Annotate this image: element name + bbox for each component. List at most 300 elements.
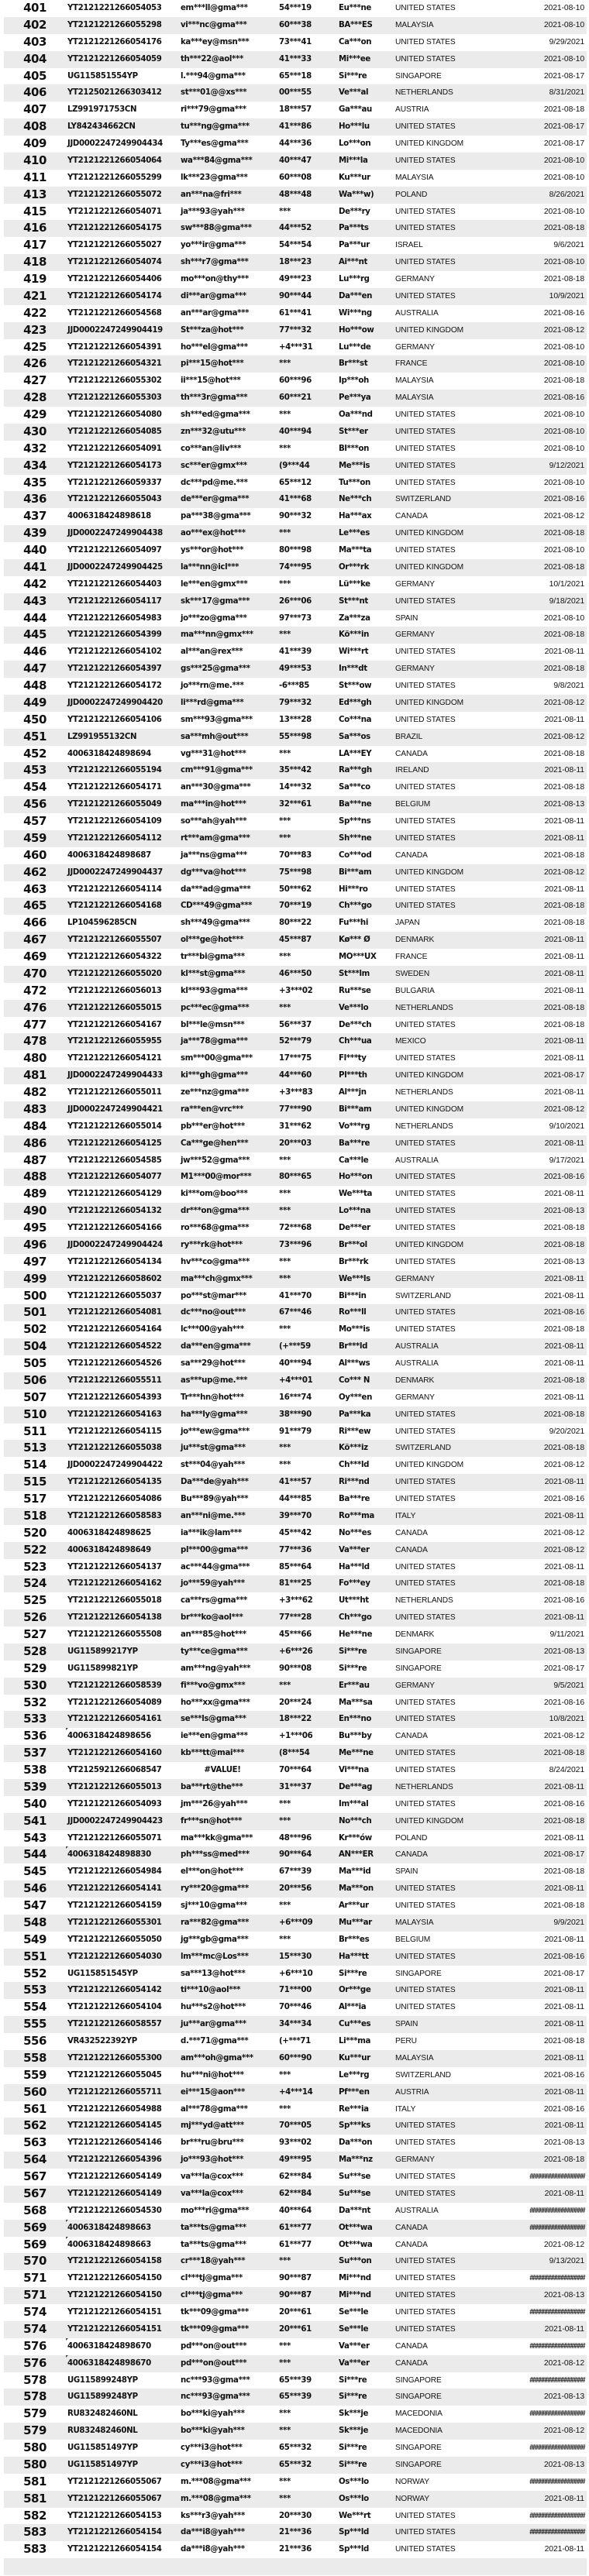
phone-cell[interactable]: 00***55 (279, 88, 312, 98)
tracking-number-cell[interactable]: 4006318424898618 (67, 512, 151, 521)
date-cell[interactable]: 2021-08-18 (543, 1325, 584, 1334)
row-number-cell[interactable]: 511 (23, 1424, 46, 1438)
date-cell[interactable]: 2021-08-18 (543, 2155, 584, 2165)
tracking-number-cell[interactable]: YT2121221266056013 (67, 986, 162, 995)
row-number-cell[interactable]: 515 (23, 1475, 46, 1489)
city-cell[interactable]: LA***EY (339, 749, 372, 758)
email-cell[interactable]: kl***st@gma*** (181, 969, 246, 978)
row-number-cell[interactable]: 525 (23, 1593, 46, 1608)
phone-cell[interactable]: *** (279, 1901, 291, 1910)
row-number-cell[interactable]: 540 (23, 1796, 46, 1811)
table-row[interactable] (4, 2135, 587, 2152)
row-number-cell[interactable]: 574 (23, 2305, 46, 2319)
tracking-number-cell[interactable]: 4006318424898663 (67, 2223, 151, 2232)
table-row[interactable] (4, 339, 587, 356)
row-number-cell[interactable]: 404 (23, 51, 46, 66)
table-row[interactable] (4, 678, 587, 695)
country-cell[interactable]: UNITED STATES (395, 1207, 456, 1216)
country-cell[interactable]: UNITED KINGDOM (395, 325, 464, 335)
email-cell[interactable]: ba***rt@the*** (181, 1782, 243, 1791)
country-cell[interactable]: BULGARIA (395, 986, 435, 995)
city-cell[interactable]: Bu***by (339, 1732, 372, 1741)
phone-cell[interactable]: 40***94 (279, 1359, 312, 1368)
row-number-cell[interactable]: 489 (23, 1187, 46, 1201)
date-cell[interactable]: 2021-08-13 (543, 2392, 584, 2402)
city-cell[interactable]: Mo***is (339, 1325, 370, 1334)
table-row[interactable] (4, 2355, 587, 2372)
date-cell[interactable]: 2021-08-11 (544, 1342, 584, 1352)
date-cell[interactable]: ################# (529, 2409, 584, 2419)
table-row[interactable] (4, 1982, 587, 1999)
date-cell[interactable]: 2021-08-18 (543, 749, 584, 758)
row-number-cell[interactable]: 570 (23, 2254, 46, 2269)
table-row[interactable] (4, 2304, 587, 2321)
row-number-cell[interactable]: 463 (23, 881, 46, 896)
email-cell[interactable]: an***ni@me.*** (181, 1511, 246, 1520)
phone-cell[interactable]: 40***47 (279, 156, 312, 165)
phone-cell[interactable]: -6***85 (279, 682, 310, 690)
row-number-cell[interactable]: 465 (23, 898, 46, 913)
date-cell[interactable]: 2021-08-18 (543, 919, 584, 928)
email-cell[interactable]: tk***09@gma*** (181, 2324, 249, 2334)
row-number-cell[interactable]: 562 (23, 2118, 46, 2133)
tracking-number-cell[interactable]: YT2121221266054150 (67, 2291, 162, 2300)
country-cell[interactable]: SWITZERLAND (395, 495, 451, 504)
row-number-cell[interactable]: 576 (23, 2355, 46, 2370)
row-number-cell[interactable]: 481 (23, 1068, 46, 1083)
country-cell[interactable]: CANADA (395, 512, 428, 521)
country-cell[interactable]: UNITED STATES (395, 2545, 456, 2554)
date-cell[interactable]: 2021-08-13 (543, 1257, 584, 1266)
phone-cell[interactable]: *** (279, 410, 291, 419)
tracking-number-cell[interactable]: YT2121221266055067 (67, 2477, 162, 2486)
row-number-cell[interactable]: 442 (23, 576, 46, 591)
city-cell[interactable]: Ro***ma (339, 1511, 374, 1520)
email-cell[interactable]: am***oh@gma*** (181, 2053, 253, 2063)
row-number-cell[interactable]: 451 (23, 729, 46, 744)
city-cell[interactable]: Si***re (339, 2392, 367, 2402)
row-number-cell[interactable]: 417 (23, 238, 46, 252)
tracking-number-cell[interactable]: YT2121221266054585 (67, 1156, 162, 1165)
table-row[interactable] (4, 1220, 587, 1237)
phone-cell[interactable]: 20***61 (279, 2324, 312, 2334)
date-cell[interactable]: 2021-08-18 (543, 902, 584, 911)
table-row[interactable] (4, 1932, 587, 1949)
city-cell[interactable]: Mi***nd (339, 2274, 371, 2283)
email-cell[interactable]: tr***bi@gma*** (181, 953, 245, 961)
phone-cell[interactable]: 49***23 (279, 275, 312, 283)
row-number-cell[interactable]: 427 (23, 373, 46, 388)
country-cell[interactable]: CANADA (395, 2223, 428, 2232)
tracking-number-cell[interactable]: YT2121221266054153 (67, 2511, 162, 2520)
date-cell[interactable]: 2021-08-10 (543, 359, 584, 369)
row-number-cell[interactable]: 507 (23, 1389, 46, 1404)
date-cell[interactable]: 2021-08-11 (544, 1054, 584, 1063)
date-cell[interactable]: 2021-08-11 (544, 817, 584, 826)
date-cell[interactable]: 2021-08-12 (543, 1104, 584, 1114)
country-cell[interactable]: UNITED STATES (395, 444, 456, 453)
row-number-cell[interactable]: 450 (23, 712, 46, 726)
email-cell[interactable]: lc***00@yah*** (181, 1325, 244, 1334)
email-cell[interactable]: ho***xx@gma*** (181, 1698, 250, 1707)
date-cell[interactable]: 2021-08-11 (544, 1190, 584, 1199)
table-row[interactable] (4, 441, 587, 458)
city-cell[interactable]: Ar***ur (339, 1901, 369, 1910)
date-cell[interactable]: 2021-08-16 (543, 1952, 584, 1961)
phone-cell[interactable]: 65***39 (279, 2375, 312, 2385)
date-cell[interactable]: 2021-08-10 (543, 478, 584, 487)
email-cell[interactable]: dc***pd@me.*** (181, 478, 248, 487)
phone-cell[interactable]: *** (279, 2341, 291, 2351)
tracking-number-cell[interactable]: YT2121221266054160 (67, 1749, 162, 1758)
country-cell[interactable]: NETHERLANDS (395, 1782, 453, 1791)
email-cell[interactable]: ra***en@vrc*** (181, 1104, 244, 1114)
city-cell[interactable]: Co***od (339, 850, 372, 860)
city-cell[interactable]: In***dt (339, 665, 367, 674)
city-cell[interactable]: Ri***nd (339, 1478, 370, 1487)
date-cell[interactable]: 2021-08-10 (543, 20, 584, 29)
tracking-number-cell[interactable]: YT2121221266054080 (67, 410, 162, 419)
empty-row[interactable] (4, 2558, 587, 2575)
table-row[interactable] (4, 932, 587, 949)
city-cell[interactable]: Ch***go (339, 902, 372, 911)
email-cell[interactable]: pi***15@hot*** (181, 359, 244, 369)
table-row[interactable] (4, 1559, 587, 1576)
country-cell[interactable]: UNITED KINGDOM (395, 698, 464, 707)
email-cell[interactable]: vg***31@hot*** (181, 749, 246, 758)
email-cell[interactable]: ks***r3@yah*** (181, 2511, 245, 2520)
tracking-number-cell[interactable]: YT2121221266054159 (67, 1901, 162, 1910)
phone-cell[interactable]: 45***66 (279, 1630, 312, 1639)
city-cell[interactable]: Hi***ro (339, 884, 368, 894)
phone-cell[interactable]: 20***24 (279, 1698, 312, 1707)
tracking-number-cell[interactable]: YT2121221266054176 (67, 37, 162, 46)
date-cell[interactable]: 8/26/2021 (549, 190, 584, 199)
tracking-number-cell[interactable]: 4006318424898694 (67, 749, 151, 758)
tracking-number-cell[interactable]: YT2121221266055508 (67, 1630, 162, 1639)
country-cell[interactable]: UNITED STATES (395, 1749, 456, 1758)
tracking-number-cell[interactable]: YT2125021266303412 (67, 88, 162, 98)
city-cell[interactable]: De***ch (339, 1020, 372, 1029)
email-cell[interactable]: co***an@liv*** (181, 444, 242, 453)
phone-cell[interactable]: *** (279, 749, 291, 758)
email-cell[interactable]: ja***78@gma*** (181, 1037, 248, 1046)
table-row[interactable] (4, 136, 587, 153)
phone-cell[interactable]: 62***84 (279, 2189, 312, 2198)
table-row[interactable] (4, 508, 587, 525)
city-cell[interactable]: Sh***ne (339, 833, 372, 843)
row-number-cell[interactable]: 401 (23, 1, 46, 15)
tracking-number-cell[interactable]: YT2121221266054396 (67, 2155, 162, 2165)
country-cell[interactable]: UNITED STATES (395, 2138, 456, 2148)
date-cell[interactable]: 9/8/2021 (553, 682, 584, 690)
table-row[interactable] (4, 1525, 587, 1542)
country-cell[interactable]: UNITED STATES (395, 1020, 456, 1029)
email-cell[interactable]: so***ah@yah*** (181, 817, 247, 826)
email-cell[interactable]: dc***no@out*** (181, 1308, 246, 1317)
tracking-number-cell[interactable]: UG115899821YP (67, 1664, 138, 1673)
country-cell[interactable]: SINGAPORE (395, 2460, 442, 2469)
table-row[interactable] (4, 627, 587, 644)
date-cell[interactable]: 2021-08-16 (543, 2070, 584, 2080)
tracking-number-cell[interactable]: YT2121221266054988 (67, 2104, 162, 2114)
tracking-number-cell[interactable]: YT2121221266054053 (67, 4, 162, 12)
table-row[interactable] (4, 1575, 587, 1592)
table-row[interactable] (4, 2372, 587, 2389)
table-row[interactable] (4, 220, 587, 237)
city-cell[interactable]: Ip***oh (339, 376, 369, 386)
date-cell[interactable]: 2021-08-12 (543, 2427, 584, 2436)
table-row[interactable] (4, 1999, 587, 2016)
email-cell[interactable]: al***an@rex*** (181, 647, 243, 657)
country-cell[interactable]: SINGAPORE (395, 2375, 442, 2385)
country-cell[interactable]: UNITED STATES (395, 2324, 456, 2334)
phone-cell[interactable]: 38***90 (279, 1410, 312, 1419)
phone-cell[interactable]: 67***39 (279, 1867, 312, 1877)
city-cell[interactable]: Se***le (339, 2324, 369, 2334)
date-cell[interactable]: 2021-08-16 (543, 1596, 584, 1606)
city-cell[interactable]: Or***ge (339, 1986, 371, 1995)
row-number-cell[interactable]: 486 (23, 1135, 46, 1150)
date-cell[interactable]: 2021-08-11 (544, 1088, 584, 1097)
email-cell[interactable]: dg***va@hot*** (181, 867, 246, 877)
city-cell[interactable]: Lo***on (339, 139, 371, 148)
country-cell[interactable]: UNITED STATES (395, 1613, 456, 1623)
date-cell[interactable]: ################# (529, 2308, 584, 2317)
tracking-number-cell[interactable]: RU832482460NL (67, 2409, 138, 2419)
phone-cell[interactable]: 32***61 (279, 800, 312, 809)
email-cell[interactable]: ki***gh@gma*** (181, 1071, 248, 1080)
country-cell[interactable]: DENMARK (395, 1376, 435, 1385)
country-cell[interactable]: UNITED STATES (395, 682, 456, 690)
phone-cell[interactable]: 60***08 (279, 173, 312, 182)
city-cell[interactable]: Tu***on (339, 478, 370, 487)
date-cell[interactable]: 2021-08-16 (543, 1173, 584, 1182)
tracking-number-cell[interactable]: YT2121221266054091 (67, 444, 162, 453)
tracking-number-cell[interactable]: YT2121221266055011 (67, 1088, 162, 1097)
tracking-number-cell[interactable]: YT2121221266054115 (67, 1427, 162, 1436)
row-number-cell[interactable]: 532 (23, 1695, 46, 1709)
table-row[interactable] (4, 2287, 587, 2304)
table-row[interactable] (4, 101, 587, 118)
phone-cell[interactable]: 46***50 (279, 969, 312, 978)
row-number-cell[interactable]: 527 (23, 1627, 46, 1641)
phone-cell[interactable]: (+***71 (279, 2037, 311, 2045)
table-row[interactable] (4, 712, 587, 729)
phone-cell[interactable]: (+***59 (279, 1342, 311, 1352)
date-cell[interactable]: 9/20/2021 (549, 1427, 584, 1436)
country-cell[interactable]: UNITED STATES (395, 2172, 456, 2181)
row-number-cell[interactable]: 548 (23, 1915, 46, 1929)
table-row[interactable] (4, 1203, 587, 1220)
email-cell[interactable]: po***st@mar*** (181, 1291, 246, 1300)
city-cell[interactable]: Oa***nd (339, 410, 373, 419)
email-cell[interactable]: th***22@aol*** (181, 54, 243, 64)
table-row[interactable] (4, 1949, 587, 1966)
phone-cell[interactable]: +4***01 (279, 1376, 313, 1385)
email-cell[interactable]: sa***29@hot*** (181, 1359, 246, 1368)
phone-cell[interactable]: 35***42 (279, 766, 312, 775)
email-cell[interactable]: cr***18@yah*** (181, 2257, 246, 2266)
country-cell[interactable]: UNITED STATES (395, 1427, 456, 1436)
row-number-cell[interactable]: 579 (23, 2406, 46, 2421)
row-number-cell[interactable]: 422 (23, 305, 46, 320)
email-cell[interactable]: ma***ch@gmx*** (181, 1274, 253, 1283)
date-cell[interactable]: 2021-08-11 (544, 2121, 584, 2131)
email-cell[interactable]: an***30@gma*** (181, 783, 251, 792)
table-row[interactable] (4, 2270, 587, 2287)
row-number-cell[interactable]: 502 (23, 1322, 46, 1337)
tracking-number-cell[interactable]: YT2121221266054141 (67, 1884, 162, 1894)
city-cell[interactable]: Sp***ld (339, 2528, 369, 2537)
row-number-cell[interactable]: 549 (23, 1932, 46, 1946)
city-cell[interactable]: Me***ne (339, 1749, 374, 1758)
phone-cell[interactable]: *** (279, 953, 291, 961)
tracking-number-cell[interactable]: YT2121221266054102 (67, 647, 162, 657)
country-cell[interactable]: ITALY (395, 1511, 416, 1520)
phone-cell[interactable]: *** (279, 833, 291, 843)
tracking-number-cell[interactable]: JJD0002247249904420 (67, 698, 163, 707)
country-cell[interactable]: UNITED STATES (395, 224, 456, 233)
country-cell[interactable]: UNITED STATES (395, 1190, 456, 1199)
email-cell[interactable]: sa***13@hot*** (181, 1969, 246, 1978)
email-cell[interactable]: sa***mh@out*** (181, 732, 249, 741)
city-cell[interactable]: Ra***gh (339, 766, 372, 775)
phone-cell[interactable]: 62***84 (279, 2172, 312, 2181)
country-cell[interactable]: AUSTRALIA (395, 308, 439, 318)
row-number-cell[interactable]: 423 (23, 322, 46, 337)
date-cell[interactable]: 2021-08-12 (543, 698, 584, 707)
phone-cell[interactable]: 54***19 (279, 4, 312, 12)
row-number-cell[interactable]: 500 (23, 1288, 46, 1303)
phone-cell[interactable]: 21***36 (279, 2545, 312, 2554)
tracking-number-cell[interactable]: YT2121221266054166 (67, 1224, 162, 1232)
tracking-number-cell[interactable]: YT2121221266054397 (67, 665, 162, 674)
date-cell[interactable]: 2021-08-18 (543, 1901, 584, 1910)
row-number-cell[interactable]: 453 (23, 763, 46, 778)
tracking-number-cell[interactable]: YT2121221266054399 (67, 630, 162, 640)
row-number-cell[interactable]: 559 (23, 2067, 46, 2082)
email-cell[interactable]: ro***68@gma*** (181, 1224, 250, 1232)
country-cell[interactable]: AUSTRIA (395, 2087, 429, 2097)
city-cell[interactable]: De***er (339, 1224, 370, 1232)
row-number-cell[interactable]: 495 (23, 1221, 46, 1235)
table-row[interactable] (4, 1813, 587, 1830)
city-cell[interactable]: Su***se (339, 2189, 371, 2198)
city-cell[interactable]: Br***ld (339, 1342, 368, 1352)
row-number-cell[interactable]: 407 (23, 102, 46, 117)
tracking-number-cell[interactable]: YT2121221266055049 (67, 800, 162, 809)
country-cell[interactable]: UNITED STATES (395, 596, 456, 606)
tracking-number-cell[interactable]: JJD0002247249904438 (67, 529, 163, 538)
table-row[interactable] (4, 305, 587, 322)
row-number-cell[interactable]: 482 (23, 1085, 46, 1099)
tracking-number-cell[interactable]: LZ991971753CN (67, 105, 137, 115)
email-cell[interactable]: am***ng@yah*** (181, 1664, 251, 1673)
date-cell[interactable]: 2021-08-10 (543, 4, 584, 12)
country-cell[interactable]: PERU (395, 2037, 417, 2045)
phone-cell[interactable]: *** (279, 1935, 291, 1944)
country-cell[interactable]: UNITED STATES (395, 410, 456, 419)
row-number-cell[interactable]: 434 (23, 458, 46, 472)
date-cell[interactable]: 2021-08-18 (543, 105, 584, 115)
city-cell[interactable]: Ot***wa (339, 2240, 373, 2249)
email-cell[interactable]: jm***26@yah*** (181, 1799, 248, 1808)
country-cell[interactable]: UNITED STATES (395, 884, 456, 894)
email-cell[interactable]: nc***93@gma*** (181, 2375, 250, 2385)
city-cell[interactable]: Bi***am (339, 867, 372, 877)
city-cell[interactable]: Ut***ht (339, 1596, 369, 1606)
email-cell[interactable]: ii***15@hot*** (181, 376, 241, 386)
email-cell[interactable]: gs***25@gma*** (181, 665, 250, 674)
date-cell[interactable]: 2021-08-12 (543, 1545, 584, 1554)
tracking-number-cell[interactable]: YT2121221266055015 (67, 1003, 162, 1012)
country-cell[interactable]: NETHERLANDS (395, 1003, 453, 1012)
email-cell[interactable]: ie***en@gma*** (181, 1732, 248, 1741)
date-cell[interactable]: 2021-08-18 (543, 1240, 584, 1249)
email-cell[interactable]: l.***94@gma*** (181, 71, 246, 81)
tracking-number-cell[interactable]: YT2121221266054146 (67, 2138, 162, 2148)
date-cell[interactable]: 2021-08-11 (544, 1613, 584, 1623)
table-row[interactable] (4, 2440, 587, 2457)
city-cell[interactable]: Mi***nd (339, 2291, 371, 2300)
date-cell[interactable]: 2021-08-18 (543, 850, 584, 860)
city-cell[interactable]: Co*** N (339, 1376, 370, 1385)
phone-cell[interactable]: +3***02 (279, 986, 313, 995)
country-cell[interactable]: SINGAPORE (395, 2444, 442, 2452)
email-cell[interactable]: da***ad@gma*** (181, 884, 251, 894)
country-cell[interactable]: ISRAEL (395, 241, 423, 250)
date-cell[interactable]: 2021-08-10 (543, 613, 584, 623)
row-number-cell[interactable]: 459 (23, 830, 46, 845)
country-cell[interactable]: IRELAND (395, 766, 429, 775)
date-cell[interactable]: ################# (529, 2375, 584, 2385)
table-row[interactable] (4, 779, 587, 796)
table-row[interactable] (4, 2253, 587, 2270)
city-cell[interactable]: Br***st (339, 359, 368, 369)
email-cell[interactable]: sj***10@gma*** (181, 1901, 247, 1910)
country-cell[interactable]: UNITED STATES (395, 1173, 456, 1182)
phone-cell[interactable]: 41***86 (279, 122, 312, 132)
table-row[interactable] (4, 1135, 587, 1152)
phone-cell[interactable]: 50***62 (279, 884, 312, 894)
email-cell[interactable]: ma***kk@gma*** (181, 1833, 253, 1843)
email-cell[interactable]: jg***gb@gma*** (181, 1935, 249, 1944)
country-cell[interactable]: UNITED STATES (395, 54, 456, 64)
phone-cell[interactable]: *** (279, 359, 291, 369)
city-cell[interactable]: Br***es (339, 1935, 370, 1944)
country-cell[interactable]: UNITED KINGDOM (395, 1071, 464, 1080)
row-number-cell[interactable]: 541 (23, 1813, 46, 1828)
row-number-cell[interactable]: 477 (23, 1017, 46, 1032)
date-cell[interactable]: 2021-08-12 (543, 1528, 584, 1537)
row-number-cell[interactable]: 518 (23, 1508, 46, 1523)
phone-cell[interactable]: 16***74 (279, 1393, 312, 1402)
city-cell[interactable]: Im***al (339, 1799, 369, 1808)
table-row[interactable] (4, 949, 587, 966)
phone-cell[interactable]: *** (279, 1156, 291, 1165)
tracking-number-cell[interactable]: YT2121221266055300 (67, 2053, 162, 2063)
tracking-number-cell[interactable]: YT2121221266054568 (67, 308, 162, 318)
row-number-cell[interactable]: 480 (23, 1051, 46, 1066)
phone-cell[interactable]: 40***94 (279, 427, 312, 436)
table-row[interactable] (4, 1508, 587, 1525)
row-number-cell[interactable]: 440 (23, 543, 46, 557)
tracking-number-cell[interactable]: YT2121221266054077 (67, 1173, 162, 1182)
tracking-number-cell[interactable]: YT2121221266054154 (67, 2528, 162, 2537)
email-cell[interactable]: M1***00@mor*** (181, 1173, 252, 1182)
table-row[interactable] (4, 1424, 587, 1441)
